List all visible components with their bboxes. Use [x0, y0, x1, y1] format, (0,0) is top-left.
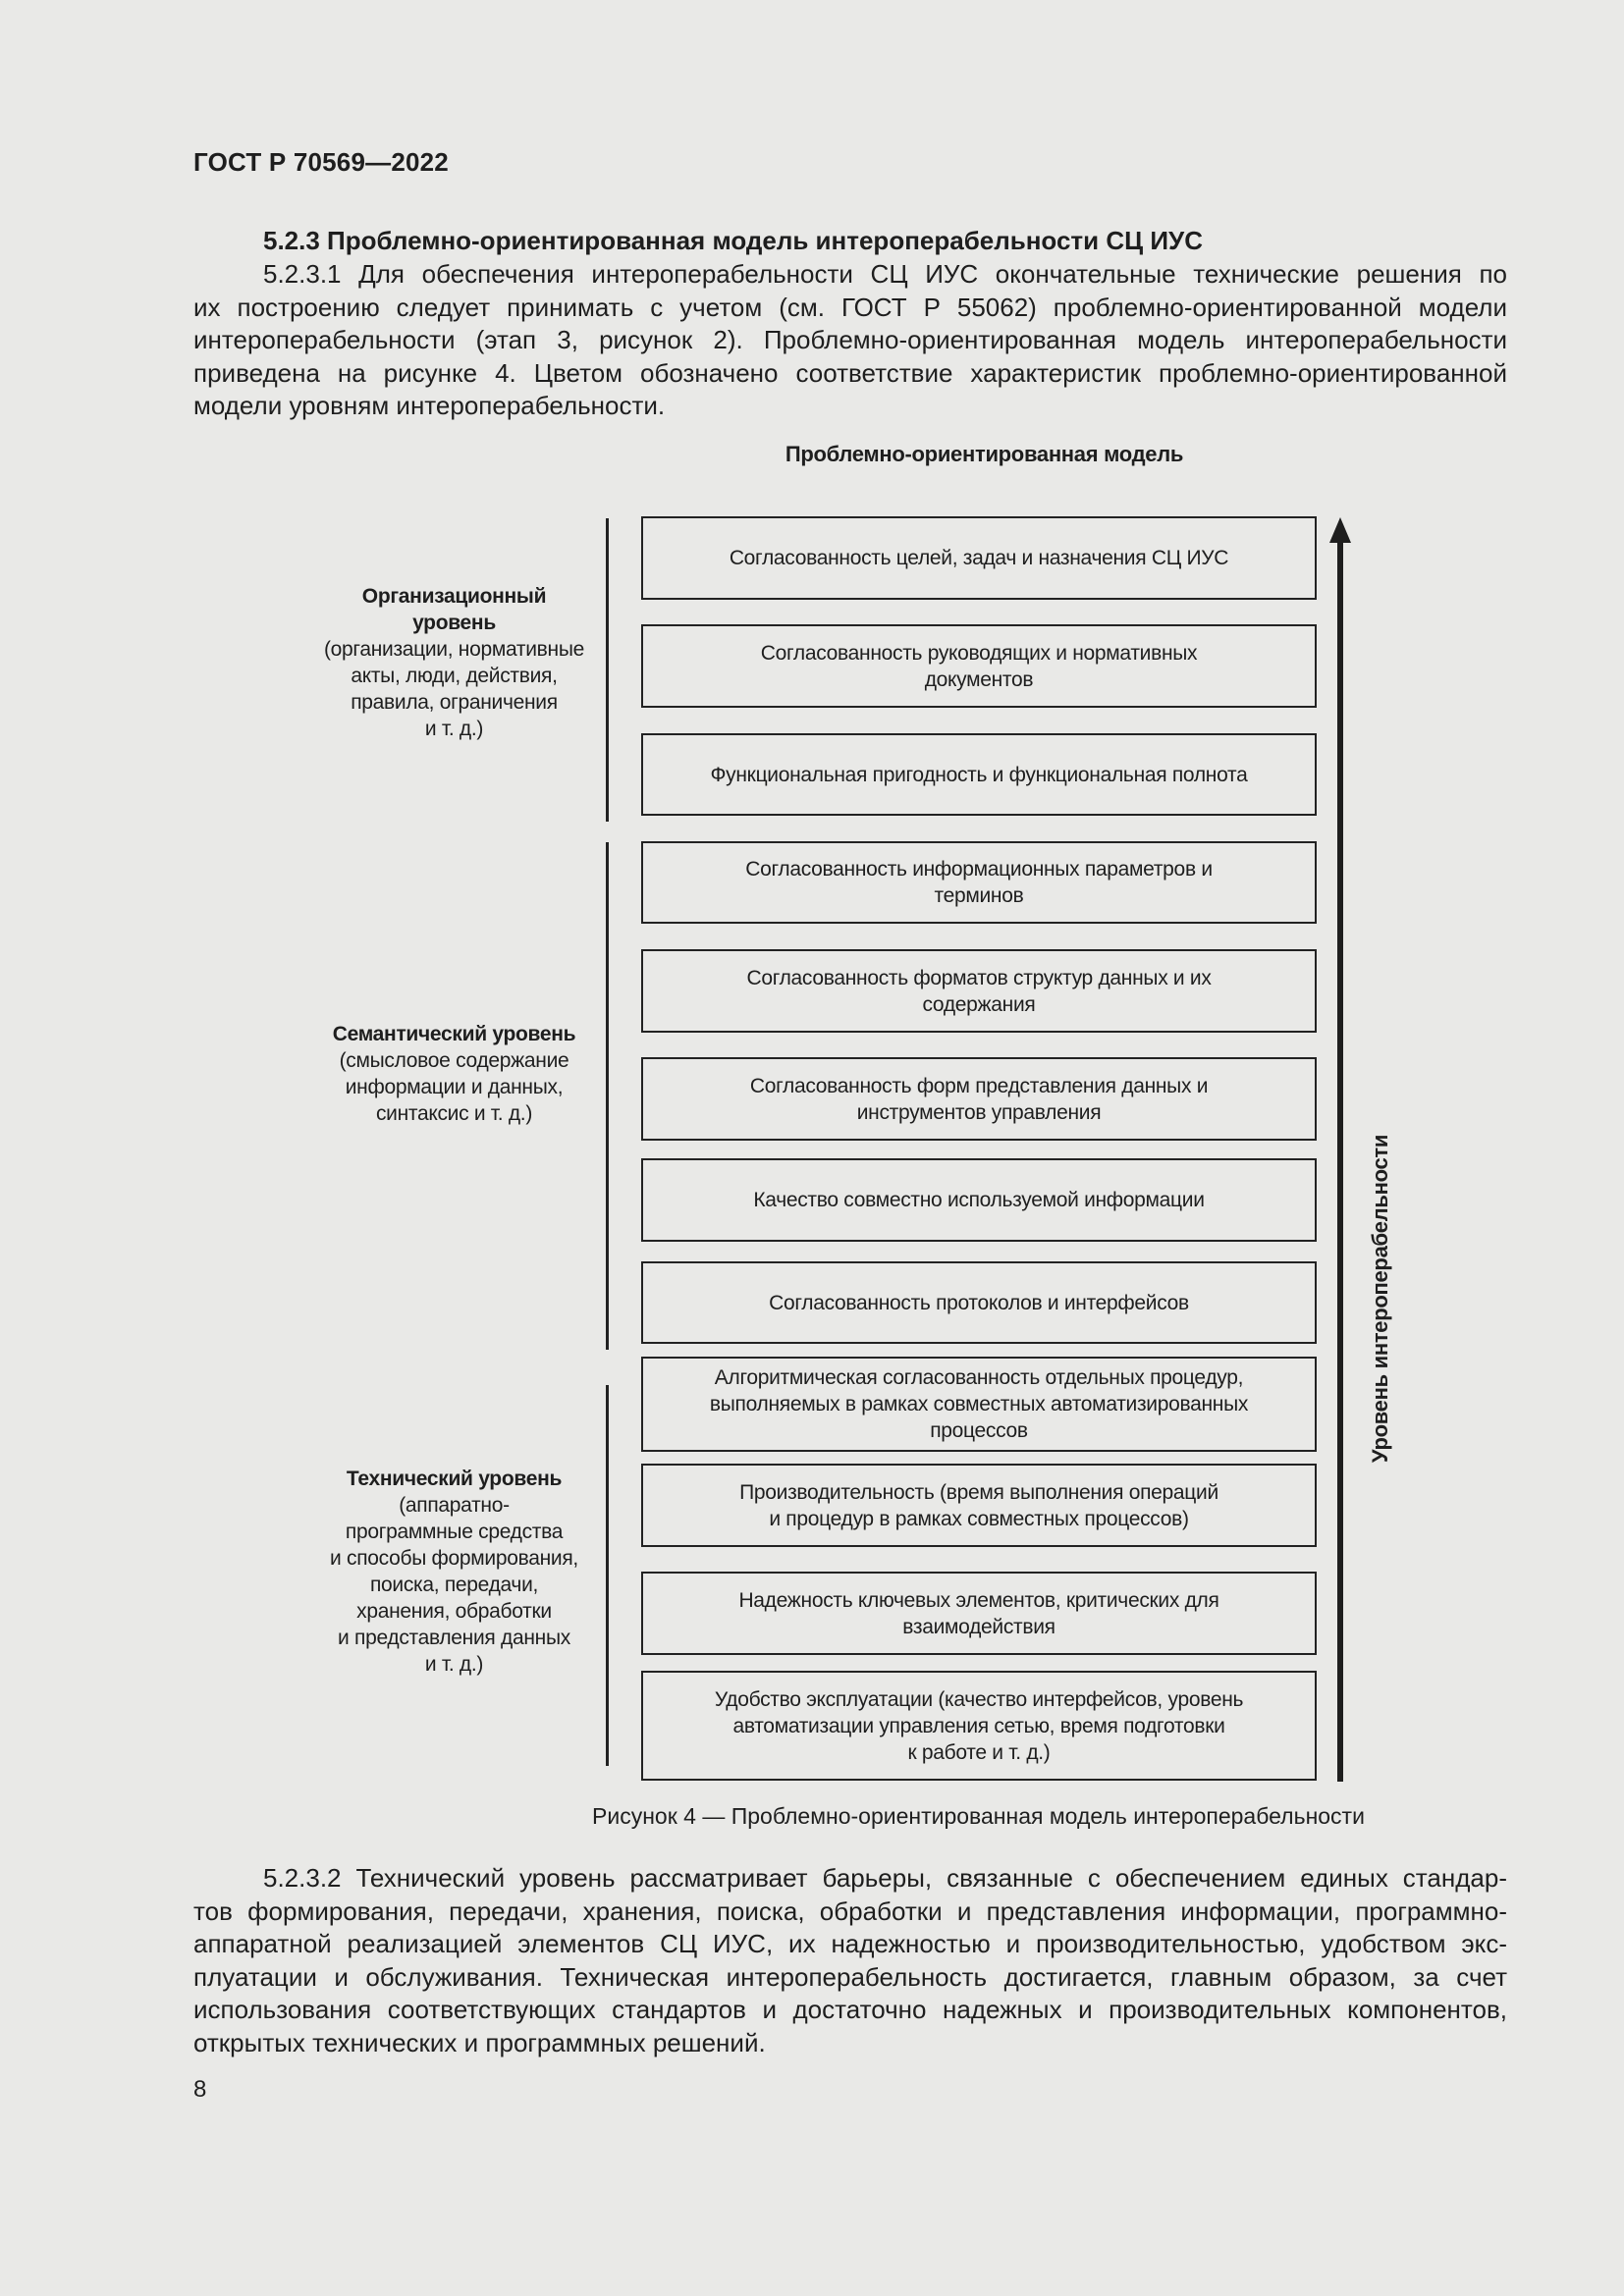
model-box	[641, 1158, 1317, 1242]
paragraph-line: интероперабельности (этап 3, рисунок 2). Проблемно-ориентированная модель интероперабельности	[193, 325, 1507, 354]
box-line: процессов	[930, 1419, 1028, 1442]
box-line: к работе и т. д.)	[907, 1740, 1051, 1764]
paragraph-5-2-3-2	[193, 1862, 1507, 2059]
page-number: 8	[193, 2076, 207, 2103]
box-line: Согласованность руководящих и нормативных	[760, 641, 1198, 665]
model-box	[641, 1572, 1317, 1655]
box-line: и процедур в рамках совместных процессов)	[769, 1507, 1189, 1530]
box-line: Надежность ключевых элементов, критических для	[738, 1588, 1219, 1612]
box-line: терминов	[934, 884, 1024, 907]
model-box	[641, 733, 1317, 816]
paragraph-line: модели уровням интероперабельности.	[193, 391, 666, 420]
level-name: Семантический уровень	[332, 1023, 576, 1045]
paragraph-line: аппаратной реализацией элементов СЦ ИУС, их надежностью и производительностью, удобством экс-	[193, 1929, 1507, 1958]
paragraph-line: открытых технических и программных решений.	[193, 2027, 766, 2057]
box-line: Функциональная пригодность и функциональная полнота	[710, 763, 1248, 786]
level-description: (аппаратно-	[399, 1494, 510, 1517]
document-header: ГОСТ Р 70569—2022	[193, 147, 449, 177]
model-box	[641, 1357, 1317, 1452]
semantic-level-label	[299, 1021, 609, 1127]
box-line: выполняемых в рамках совместных автоматизированных	[709, 1393, 1249, 1415]
level-name: Организационный	[361, 585, 547, 608]
section-title: 5.2.3 Проблемно-ориентированная модель интероперабельности СЦ ИУС	[263, 226, 1203, 255]
arrow-shaft	[1337, 539, 1343, 1782]
figure-title: Проблемно-ориентированная модель	[785, 442, 1184, 466]
model-box	[641, 1671, 1317, 1781]
level-description: правила, ограничения	[351, 691, 558, 714]
model-box	[641, 1261, 1317, 1344]
paragraph-line: плуатации и обслуживания. Техническая интероперабельность достигается, главным образом, за счет	[193, 1961, 1507, 1992]
box-line: инструментов управления	[856, 1100, 1102, 1124]
level-description: синтаксис и т. д.)	[375, 1102, 533, 1125]
level-description: и способы формирования,	[330, 1547, 578, 1570]
box-line: Согласованность информационных параметров и	[745, 858, 1213, 881]
level-name: уровень	[412, 612, 496, 634]
paragraph-line: 5.2.3.1 Для обеспечения интероперабельности СЦ ИУС окончательные технические решения по	[263, 259, 1507, 289]
box-line: Согласованность протоколов и интерфейсов	[769, 1291, 1189, 1314]
box-line: Качество совместно используемой информации	[753, 1189, 1205, 1211]
organizational-level-label	[299, 583, 609, 742]
box-line: Производительность (время выполнения операций	[739, 1480, 1218, 1504]
technical-level-label	[299, 1466, 609, 1678]
level-description: информации и данных,	[345, 1076, 564, 1098]
level-description: программные средства	[345, 1521, 564, 1543]
model-box	[641, 1464, 1317, 1547]
box-line: содержания	[922, 992, 1036, 1016]
level-description: (смысловое содержание	[339, 1049, 569, 1072]
level-name: Технический уровень	[346, 1468, 563, 1490]
box-line: документов	[924, 667, 1034, 691]
paragraph-line: 5.2.3.2 Технический уровень рассматривает барьеры, связанные с обеспечением единых стандар-	[263, 1863, 1507, 1893]
interoperability-arrow-icon	[1326, 515, 1355, 1782]
paragraph-line: их построению следует принимать с учетом (см. ГОСТ Р 55062) проблемно-ориентированной модели	[193, 292, 1507, 322]
level-description: и представления данных	[338, 1627, 570, 1649]
box-line: Удобство эксплуатации (качество интерфейсов, уровень	[714, 1687, 1244, 1711]
axis-label: Уровень интероперабельности	[1368, 1134, 1392, 1464]
paragraph-line: тов формирования, передачи, хранения, поиска, обработки и представления информации, программно-	[193, 1896, 1507, 1926]
box-line: Согласованность целей, задач и назначения СЦ ИУС	[729, 547, 1229, 569]
box-line: Алгоритмическая согласованность отдельных процедур,	[714, 1366, 1244, 1389]
box-line: взаимодействия	[902, 1615, 1056, 1638]
level-description: (организации, нормативные	[323, 638, 584, 661]
level-description: акты, люди, действия,	[351, 665, 558, 687]
box-line: автоматизации управления сетью, время подготовки	[732, 1714, 1225, 1737]
level-description: и т. д.)	[424, 1653, 484, 1676]
model-box	[641, 949, 1317, 1033]
level-description: хранения, обработки	[356, 1600, 552, 1623]
paragraph-5-2-3-1	[193, 258, 1507, 423]
model-box	[641, 516, 1317, 600]
level-description: и т. д.)	[424, 718, 484, 740]
paragraph-line: приведена на рисунке 4. Цветом обозначено соответствие характеристик проблемно-ориентированной	[193, 357, 1507, 388]
model-box	[641, 841, 1317, 924]
box-line: Согласованность форматов структур данных и их	[746, 966, 1212, 989]
model-box	[641, 624, 1317, 708]
level-description: поиска, передачи,	[369, 1574, 539, 1596]
paragraph-line: использования соответствующих стандартов и достаточно надежных и производительных компонентов,	[193, 1995, 1507, 2024]
box-line: Согласованность форм представления данных и	[749, 1074, 1209, 1097]
model-box	[641, 1057, 1317, 1141]
figure-caption: Рисунок 4 — Проблемно-ориентированная модель интероперабельности	[592, 1803, 1365, 1829]
